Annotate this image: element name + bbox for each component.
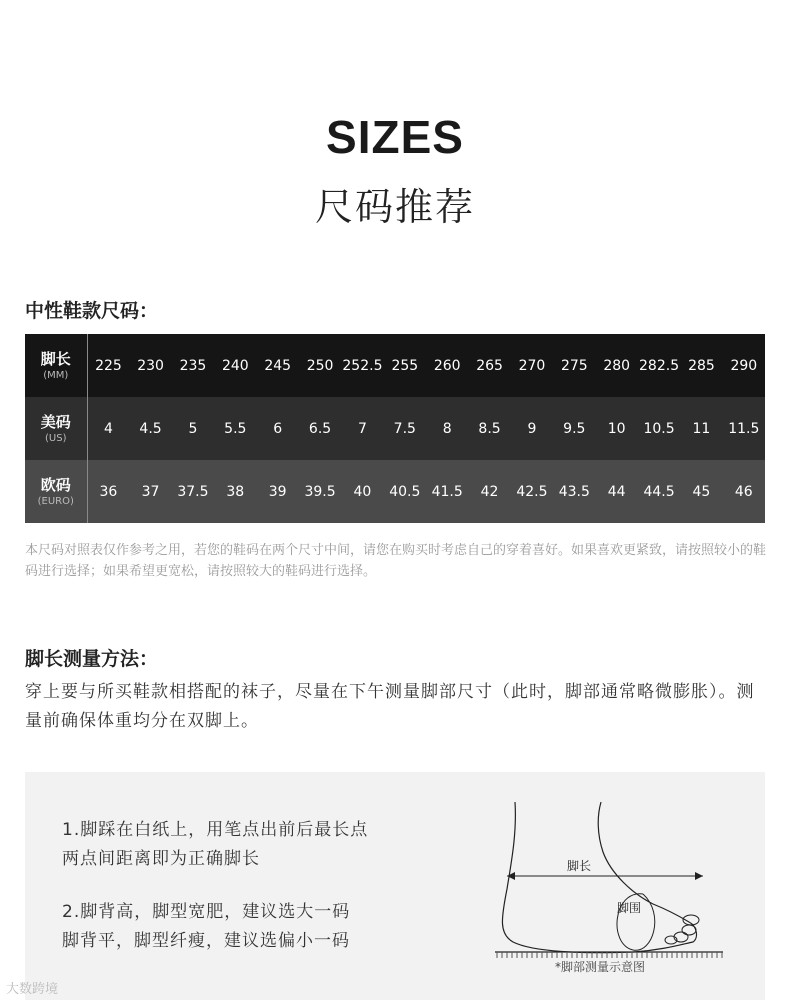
- size-cell: 255: [391, 357, 419, 374]
- size-cell: 280: [603, 357, 631, 374]
- size-cell: 290: [730, 357, 758, 374]
- step-2: [62, 898, 350, 956]
- size-cell: 42.5: [516, 483, 548, 500]
- size-cell: 10: [607, 420, 626, 437]
- size-cell: 285: [688, 357, 715, 374]
- page-title-cn: 尺码推荐: [314, 185, 475, 229]
- step-1: [62, 816, 368, 874]
- page-title-en: SIZES: [326, 111, 464, 163]
- size-row-header: [25, 334, 87, 397]
- watermark: [6, 978, 58, 997]
- size-cell: 250: [306, 357, 334, 374]
- length-arrow-head-right: [695, 872, 703, 880]
- size-row: [25, 397, 765, 460]
- step-2-line-1: 2.脚背高，脚型宽肥，建议选大一码: [62, 902, 351, 922]
- size-cell: 11.5: [728, 420, 760, 437]
- size-cell: 43.5: [558, 483, 590, 500]
- size-cell: 8.5: [478, 420, 501, 437]
- size-cell: 275: [560, 357, 588, 374]
- size-cell: 5.5: [224, 420, 247, 437]
- girth-label: 脚围: [617, 901, 642, 915]
- size-cell: 5: [188, 420, 198, 437]
- watermark-text: 大数跨境: [6, 982, 59, 997]
- foot-outline: [502, 802, 696, 953]
- method-body: 穿上要与所买鞋款相搭配的袜子，尽量在下午测量脚部尺寸（此时，脚部通常略微膨胀）。测量前确保体重均分在双脚上。: [25, 682, 755, 731]
- size-row-header: [25, 460, 87, 523]
- size-cell: 7: [357, 420, 367, 437]
- size-cell: 9.5: [563, 420, 586, 437]
- size-cell: 235: [179, 357, 207, 374]
- size-row-unit: (EURO): [37, 495, 74, 507]
- size-cell: 36: [99, 483, 118, 500]
- measure-instruction-panel: [25, 772, 765, 1000]
- size-cell: 11: [692, 420, 711, 437]
- size-cell: 10.5: [643, 420, 675, 437]
- size-row-unit: (MM): [43, 369, 69, 381]
- toe: [682, 925, 696, 935]
- size-cell: 39: [268, 483, 287, 500]
- size-cell: 252.5: [342, 357, 383, 374]
- size-cell: 225: [95, 357, 122, 374]
- size-row-label: 脚长: [40, 349, 71, 368]
- size-cell: 38: [226, 483, 245, 500]
- step-1-line-1: 1.脚踩在白纸上，用笔点出前后最长点: [62, 820, 369, 840]
- size-row: [25, 460, 765, 523]
- size-row-header: [25, 397, 87, 460]
- size-row-unit: (US): [45, 432, 67, 444]
- size-cell: 37.5: [177, 483, 209, 500]
- size-note: 本尺码对照表仅作参考之用，若您的鞋码在两个尺寸中间，请您在购买时考虑自己的穿着喜好。如果喜欢更紧致，请按照较小的鞋码进行选择；如果希望更宽松，请按照较大的鞋码进行选择。: [25, 543, 767, 579]
- diagram-caption: *脚部测量示意图: [555, 960, 646, 974]
- size-row-label: 美码: [40, 412, 71, 431]
- size-cell: 41.5: [431, 483, 463, 500]
- size-cell: 42: [480, 483, 499, 500]
- size-cell: 8: [442, 420, 452, 437]
- size-cell: 240: [221, 357, 249, 374]
- size-cell: 40.5: [389, 483, 421, 500]
- size-section-heading: 中性鞋款尺码：: [25, 300, 159, 322]
- size-cell: 46: [734, 483, 753, 500]
- size-cell: 265: [476, 357, 503, 374]
- size-cell: 230: [137, 357, 164, 374]
- size-cell: 270: [518, 357, 546, 374]
- size-cell: 9: [527, 420, 537, 437]
- step-2-line-2: 脚背平，脚型纤瘦，建议选偏小一码: [62, 931, 350, 951]
- size-cell: 44.5: [643, 483, 675, 500]
- size-cell: 44: [607, 483, 626, 500]
- method-heading: 脚长测量方法：: [25, 648, 159, 670]
- foot-measure-diagram: [493, 794, 725, 972]
- size-cell: 39.5: [304, 483, 336, 500]
- size-cell: 4: [103, 420, 113, 437]
- size-cell: 282.5: [639, 357, 680, 374]
- size-cell: 4.5: [139, 420, 162, 437]
- step-1-line-2: 两点间距离即为正确脚长: [62, 849, 260, 869]
- toe: [674, 932, 688, 942]
- size-cell: 45: [692, 483, 711, 500]
- length-label: 脚长: [567, 859, 592, 873]
- size-cell: 40: [353, 483, 372, 500]
- size-row-label: 欧码: [40, 475, 71, 494]
- size-cell: 6: [273, 420, 283, 437]
- size-cell: 6.5: [308, 420, 332, 437]
- size-row: [25, 334, 765, 397]
- size-chart-table: [25, 334, 765, 523]
- size-cell: 260: [433, 357, 461, 374]
- size-cell: 7.5: [393, 420, 416, 437]
- size-cell: 245: [264, 357, 292, 374]
- size-cell: 37: [141, 483, 160, 500]
